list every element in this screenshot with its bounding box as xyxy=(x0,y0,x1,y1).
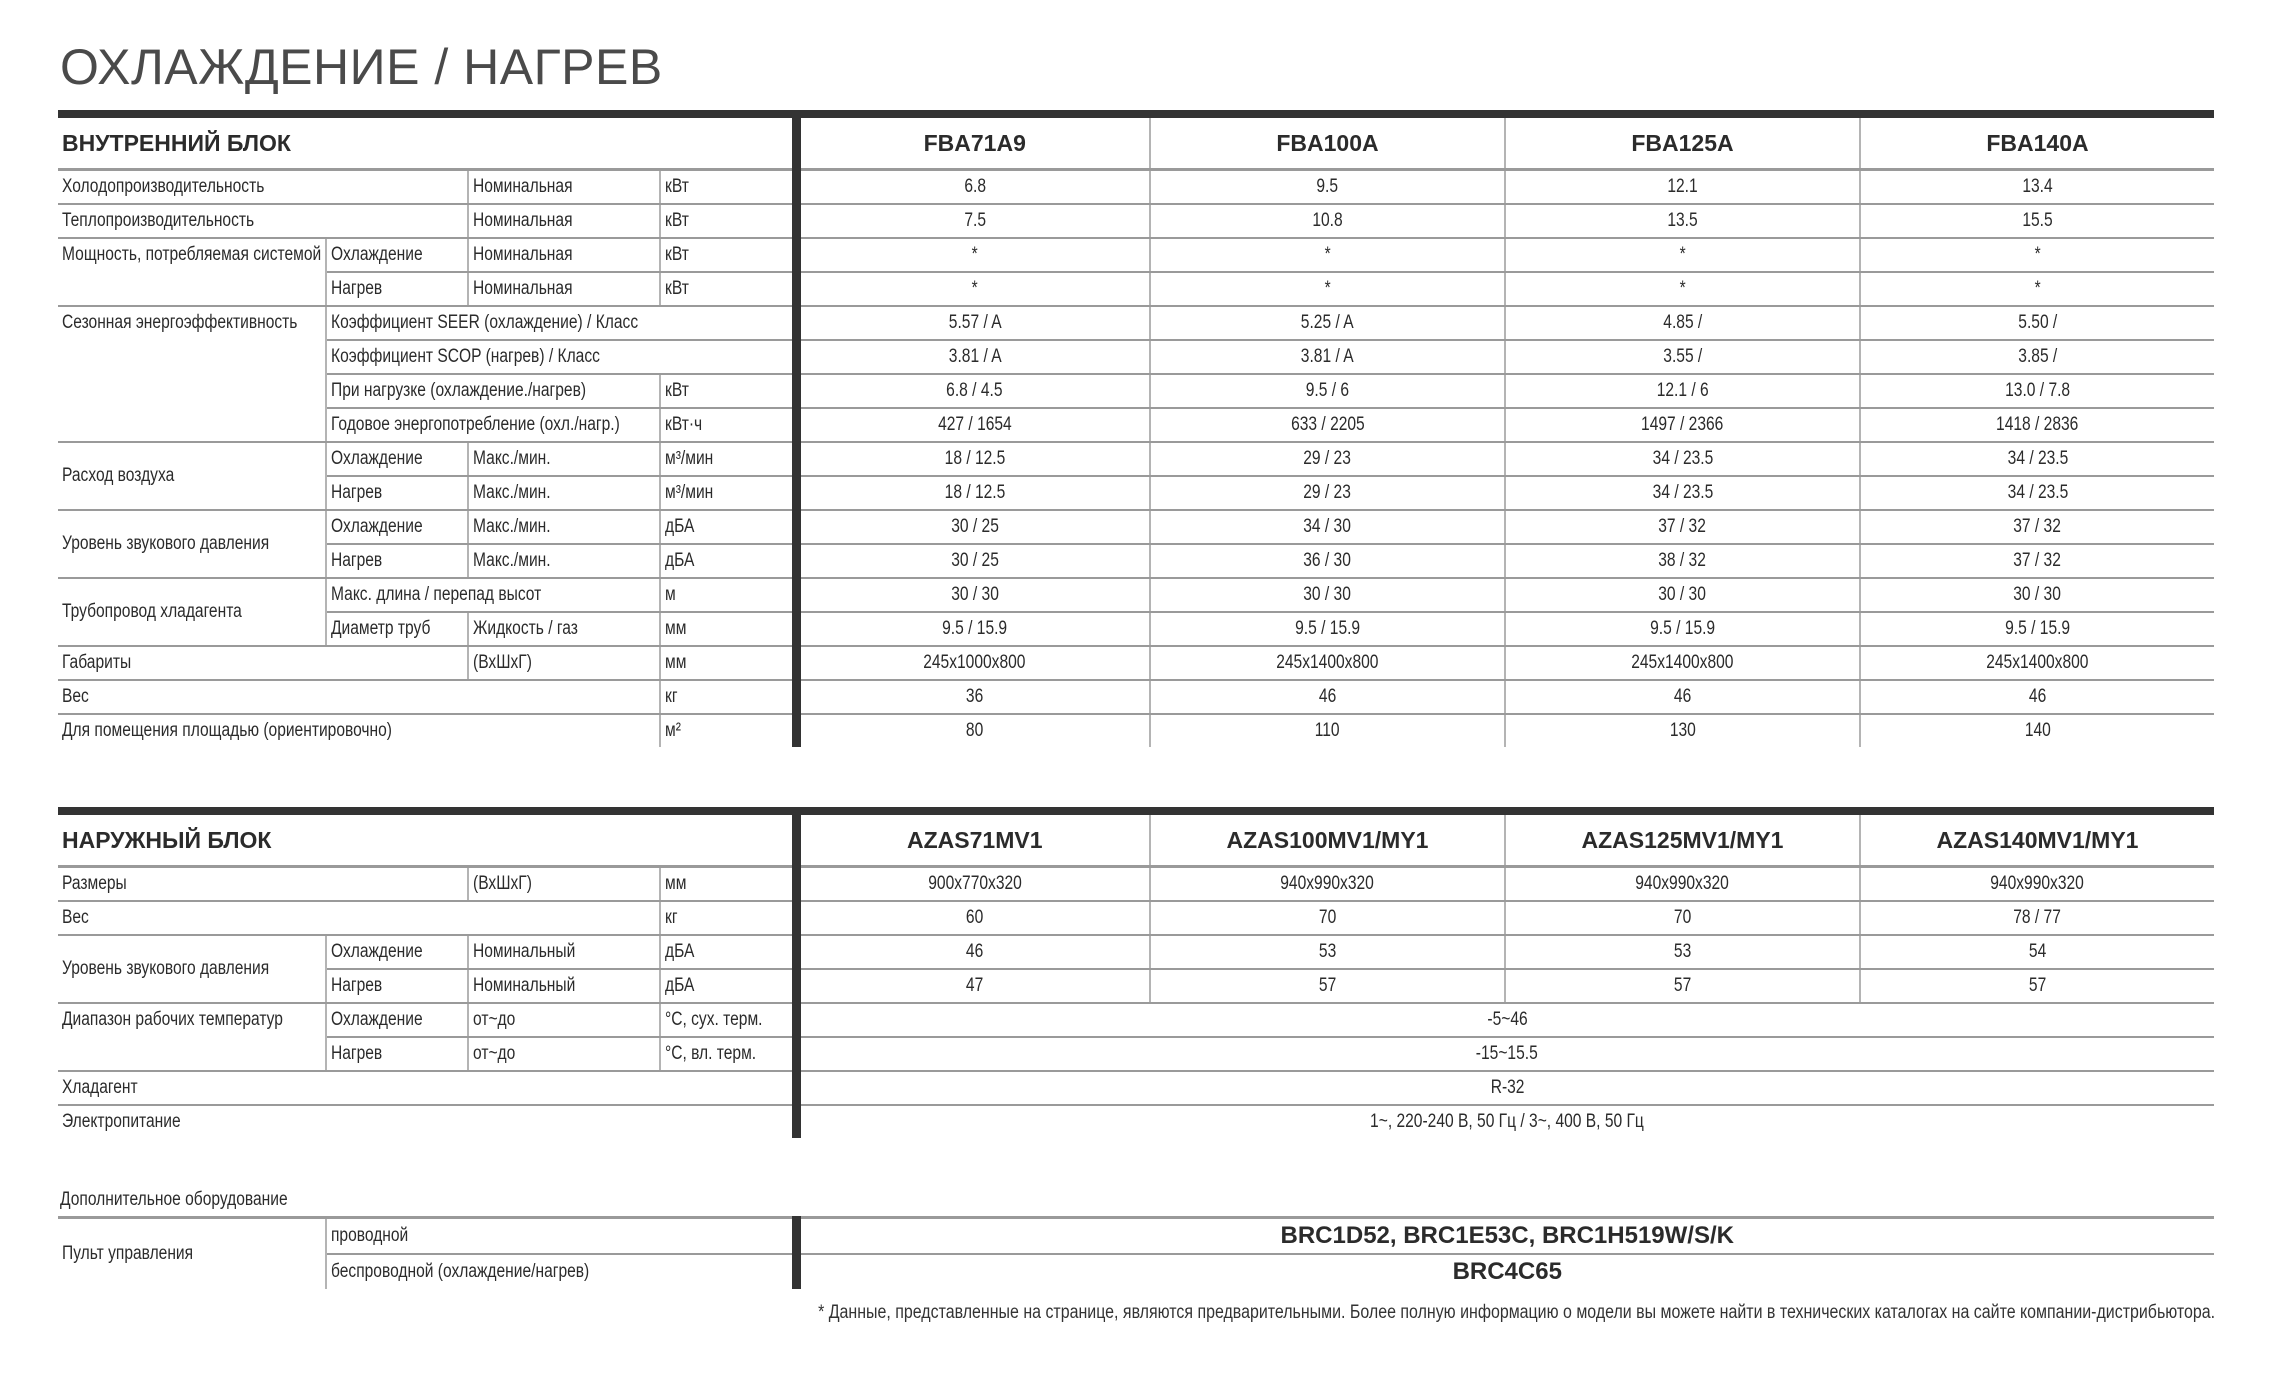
table-cell: 9.5 / 15.9 xyxy=(2005,618,2070,640)
accessories-title xyxy=(60,1189,338,1211)
indoor-unit-table xyxy=(58,110,2214,747)
row-label: Вес xyxy=(62,907,89,929)
table-cell: * xyxy=(1679,278,1686,300)
row-sublabel: Номинальный xyxy=(473,975,576,997)
table-cell: 5.50 / xyxy=(2017,312,2057,334)
row-mode: Нагрев xyxy=(331,482,383,504)
table-cell: 1418 / 2836 xyxy=(1996,414,2079,436)
table-cell: 34 / 23.5 xyxy=(1652,482,1713,504)
table-cell: 6.8 / 4.5 xyxy=(946,380,1003,402)
row-unit: кВт xyxy=(665,210,689,232)
outdoor-model-4: AZAS140MV1/MY1 xyxy=(1860,815,2214,867)
row-sublabel: Макс./мин. xyxy=(473,516,551,538)
table-cell: 900x770x320 xyxy=(927,873,1022,895)
table-cell: 140 xyxy=(2024,720,2051,742)
row-unit: кг xyxy=(665,686,678,708)
accessories-table xyxy=(58,1216,2214,1289)
table-cell: 5.25 / A xyxy=(1301,312,1354,334)
table-row xyxy=(58,374,2214,408)
table-row xyxy=(58,1071,2214,1105)
table-row xyxy=(58,680,2214,714)
row-sublabel: (ВхШхГ) xyxy=(473,652,532,674)
table-cell: 36 xyxy=(966,686,984,708)
table-cell: 18 / 12.5 xyxy=(944,482,1006,504)
table-cell: 34 / 23.5 xyxy=(1652,448,1713,470)
table-cell: 46 xyxy=(2028,686,2047,708)
row-mode: Охлаждение xyxy=(331,1009,423,1031)
table-cell: 940x990x320 xyxy=(1635,873,1730,895)
row-label: Холодопроизводительность xyxy=(62,176,265,198)
indoor-model-4: FBA140A xyxy=(1860,118,2214,170)
table-cell: 70 xyxy=(1673,907,1692,929)
table-row xyxy=(58,935,2214,969)
row-unit: м³/мин xyxy=(665,448,714,470)
table-cell: 10.8 xyxy=(1312,210,1343,232)
table-cell: 130 xyxy=(1669,720,1696,742)
table-cell: 53 xyxy=(1318,941,1337,963)
table-cell: 37 / 32 xyxy=(1658,516,1707,538)
outdoor-model-3: AZAS125MV1/MY1 xyxy=(1505,815,1860,867)
table-row xyxy=(58,901,2214,935)
table-cell: 940x990x320 xyxy=(1280,873,1375,895)
row-unit: м³/мин xyxy=(665,482,714,504)
table-row xyxy=(58,1037,2214,1071)
table-cell: 29 / 23 xyxy=(1303,448,1352,470)
row-sublabel: Номинальная xyxy=(473,278,573,300)
row-mode: Охлаждение xyxy=(331,244,423,266)
table-cell: 13.4 xyxy=(2022,176,2053,198)
indoor-model-1: FBA71A9 xyxy=(796,118,1150,170)
row-label: Для помещения площадью (ориентировочно) xyxy=(62,720,392,742)
row-sublabel: от~до xyxy=(473,1009,516,1031)
table-cell: 940x990x320 xyxy=(1990,873,2085,895)
wireless-remote-label: беспроводной (охлаждение/нагрев) xyxy=(331,1261,590,1282)
row-unit: кВт·ч xyxy=(665,414,703,436)
row-label: Сезонная энергоэффективность xyxy=(62,312,298,333)
table-cell: * xyxy=(1679,244,1686,266)
table-cell: 3.85 / xyxy=(2017,346,2057,368)
table-cell: * xyxy=(2034,244,2041,266)
outdoor-header-row xyxy=(58,815,2214,867)
table-row xyxy=(58,408,2214,442)
table-cell: 46 xyxy=(1318,686,1337,708)
table-cell: 30 / 25 xyxy=(950,516,999,538)
table-cell: 47 xyxy=(966,975,984,997)
table-cell: 57 xyxy=(1318,975,1337,997)
table-cell: 9.5 / 15.9 xyxy=(942,618,1008,640)
table-cell: 80 xyxy=(966,720,984,742)
row-sublabel: Макс. длина / перепад высот xyxy=(331,584,542,606)
row-sublabel: Номинальная xyxy=(473,244,573,266)
table-row xyxy=(58,238,2214,272)
row-mode: Нагрев xyxy=(331,550,383,572)
indoor-unit-heading: ВНУТРЕННИЙ БЛОК xyxy=(58,118,796,170)
row-sublabel: Жидкость / газ xyxy=(473,618,578,640)
table-row xyxy=(58,646,2214,680)
outdoor-model-2: AZAS100MV1/MY1 xyxy=(1150,815,1505,867)
table-cell: 12.1 / 6 xyxy=(1656,380,1709,402)
table-cell: 30 / 30 xyxy=(1658,584,1707,606)
table-row xyxy=(58,306,2214,340)
table-cell: 3.55 / xyxy=(1662,346,1702,368)
table-row xyxy=(58,1218,2214,1255)
table-cell: 6.8 xyxy=(963,176,986,198)
table-cell: 30 / 30 xyxy=(2013,584,2062,606)
table-cell: 3.81 / A xyxy=(1301,346,1354,368)
row-mode: Нагрев xyxy=(331,278,383,300)
row-sublabel: При нагрузке (охлаждение./нагрев) xyxy=(331,380,587,402)
table-cell: 9.5 / 15.9 xyxy=(1650,618,1715,640)
row-unit: м² xyxy=(665,720,681,742)
row-unit: кВт xyxy=(665,380,689,402)
table-row xyxy=(58,1003,2214,1037)
row-label: Теплопроизводительность xyxy=(62,210,255,232)
table-cell: 30 / 25 xyxy=(950,550,999,572)
table-cell: * xyxy=(971,244,978,266)
table-cell: 1~, 220-240 В, 50 Гц / 3~, 400 В, 50 Гц xyxy=(1370,1111,1645,1133)
table-row xyxy=(58,714,2214,747)
table-row xyxy=(58,476,2214,510)
table-cell: 110 xyxy=(1315,720,1340,742)
table-cell: 38 / 32 xyxy=(1658,550,1707,572)
row-sublabel: Макс./мин. xyxy=(473,482,551,504)
row-label: Мощность, потребляемая системой xyxy=(62,244,322,265)
table-row xyxy=(58,170,2214,205)
row-unit: дБА xyxy=(665,941,695,963)
accessories-title-text: Дополнительное оборудование xyxy=(60,1189,288,1210)
row-sublabel: (ВхШхГ) xyxy=(473,873,532,895)
table-cell: * xyxy=(1324,278,1331,300)
table-cell: 245x1400x800 xyxy=(1631,652,1734,674)
row-sublabel: Номинальная xyxy=(473,210,573,232)
table-cell: 46 xyxy=(1673,686,1692,708)
indoor-model-2: FBA100A xyxy=(1150,118,1505,170)
table-cell: -5~46 xyxy=(1487,1009,1528,1031)
table-cell: 245x1400x800 xyxy=(1986,652,2089,674)
table-cell: 57 xyxy=(2028,975,2047,997)
table-cell: 7.5 xyxy=(963,210,986,232)
table-cell: 37 / 32 xyxy=(2013,516,2062,538)
row-unit: мм xyxy=(665,873,687,895)
row-unit: мм xyxy=(665,618,687,640)
table-cell: 3.81 / A xyxy=(948,346,1002,368)
row-sublabel: от~до xyxy=(473,1043,516,1065)
table-cell: 34 / 23.5 xyxy=(2007,482,2068,504)
row-label: Хладагент xyxy=(62,1077,138,1099)
row-sublabel: Номинальный xyxy=(473,941,576,963)
row-label: Расход воздуха xyxy=(62,465,175,487)
table-cell: R-32 xyxy=(1490,1077,1525,1099)
table-cell: 633 / 2205 xyxy=(1290,414,1365,436)
row-unit: дБА xyxy=(665,550,695,572)
table-cell: * xyxy=(1324,244,1331,266)
row-unit: °C, сух. терм. xyxy=(665,1009,763,1031)
table-cell: 78 / 77 xyxy=(2013,907,2062,929)
table-cell: 37 / 32 xyxy=(2013,550,2062,572)
row-unit: дБА xyxy=(665,975,695,997)
footnote xyxy=(552,1302,2215,1324)
row-unit: °C, вл. терм. xyxy=(665,1043,757,1065)
table-cell: 53 xyxy=(1673,941,1692,963)
row-mode: Нагрев xyxy=(331,975,383,997)
wireless-remote-models: BRC4C65 xyxy=(1452,1258,1562,1285)
table-cell: 4.85 / xyxy=(1662,312,1702,334)
table-row xyxy=(58,340,2214,374)
footnote-text: * Данные, представленные на странице, являются предварительными. Более полную информацию о модели вы можете найти в технических каталогах на сайте компании-дистрибьютора. xyxy=(818,1302,2215,1323)
table-cell: 29 / 23 xyxy=(1303,482,1352,504)
row-mode: Охлаждение xyxy=(331,941,423,963)
table-cell: 245x1400x800 xyxy=(1276,652,1379,674)
table-cell: 60 xyxy=(966,907,984,929)
table-cell: 13.0 / 7.8 xyxy=(2005,380,2070,402)
table-row xyxy=(58,1254,2214,1289)
table-cell: 18 / 12.5 xyxy=(944,448,1006,470)
outdoor-unit-heading: НАРУЖНЫЙ БЛОК xyxy=(58,815,796,867)
row-label: Вес xyxy=(62,686,89,708)
row-label: Уровень звукового давления xyxy=(62,533,270,555)
row-label: Уровень звукового давления xyxy=(62,958,270,980)
table-row xyxy=(58,442,2214,476)
wired-remote-label: проводной xyxy=(331,1225,409,1246)
row-mode: Нагрев xyxy=(331,1043,383,1065)
row-unit: дБА xyxy=(665,516,695,538)
table-cell: 30 / 30 xyxy=(950,584,999,606)
table-cell: 12.1 xyxy=(1667,176,1698,198)
table-cell: 46 xyxy=(966,941,984,963)
table-cell: 427 / 1654 xyxy=(937,414,1012,436)
page-title: ОХЛАЖДЕНИЕ / НАГРЕВ xyxy=(60,39,663,95)
outdoor-model-1: AZAS71MV1 xyxy=(796,815,1150,867)
row-sublabel: Годовое энергопотребление (охл./нагр.) xyxy=(331,414,620,436)
indoor-header-row xyxy=(58,118,2214,170)
remote-control-label: Пульт управления xyxy=(62,1243,194,1264)
table-row xyxy=(58,272,2214,306)
row-unit: м xyxy=(665,584,676,606)
table-cell: 5.57 / A xyxy=(948,312,1002,334)
indoor-model-3: FBA125A xyxy=(1505,118,1860,170)
table-cell: 54 xyxy=(2028,941,2047,963)
row-label: Трубопровод хладагента xyxy=(62,601,242,623)
table-row xyxy=(58,969,2214,1003)
table-cell: 70 xyxy=(1318,907,1337,929)
table-cell: 9.5 / 6 xyxy=(1305,380,1350,402)
table-cell: 57 xyxy=(1673,975,1692,997)
table-row xyxy=(58,578,2214,612)
table-cell: 34 / 23.5 xyxy=(2007,448,2068,470)
table-row xyxy=(58,612,2214,646)
row-sublabel: Макс./мин. xyxy=(473,448,551,470)
row-unit: кВт xyxy=(665,176,689,198)
table-cell: 13.5 xyxy=(1667,210,1698,232)
table-cell: 36 / 30 xyxy=(1303,550,1352,572)
row-sublabel: Макс./мин. xyxy=(473,550,551,572)
table-cell: 9.5 / 15.9 xyxy=(1295,618,1360,640)
row-label: Диапазон рабочих температур xyxy=(62,1009,283,1030)
row-mode: Охлаждение xyxy=(331,448,423,470)
table-cell: * xyxy=(971,278,978,300)
table-cell: * xyxy=(2034,278,2041,300)
outdoor-unit-table xyxy=(58,807,2214,1138)
row-sublabel: Коэффициент SEER (охлаждение) / Класс xyxy=(331,312,639,334)
table-row xyxy=(58,510,2214,544)
row-unit: кг xyxy=(665,907,678,929)
row-sublabel: Номинальная xyxy=(473,176,573,198)
row-unit: кВт xyxy=(665,278,689,300)
table-cell: -15~15.5 xyxy=(1476,1043,1539,1065)
row-unit: кВт xyxy=(665,244,689,266)
row-label: Габариты xyxy=(62,652,132,674)
table-row xyxy=(58,1105,2214,1138)
row-sublabel: Коэффициент SCOP (нагрев) / Класс xyxy=(331,346,600,368)
table-row xyxy=(58,204,2214,238)
row-label: Размеры xyxy=(62,873,127,895)
table-cell: 30 / 30 xyxy=(1303,584,1352,606)
row-unit: мм xyxy=(665,652,687,674)
table-cell: 9.5 xyxy=(1316,176,1339,198)
table-row xyxy=(58,544,2214,578)
wired-remote-models: BRC1D52, BRC1E53C, BRC1H519W/S/K xyxy=(796,1218,2214,1255)
table-cell: 1497 / 2366 xyxy=(1641,414,1724,436)
row-mode: Диаметр труб xyxy=(331,618,431,640)
table-cell: 15.5 xyxy=(2022,210,2053,232)
table-cell: 34 / 30 xyxy=(1303,516,1352,538)
table-row xyxy=(58,867,2214,902)
row-label: Электропитание xyxy=(62,1111,181,1133)
row-mode: Охлаждение xyxy=(331,516,423,538)
table-cell: 245x1000x800 xyxy=(923,652,1026,674)
